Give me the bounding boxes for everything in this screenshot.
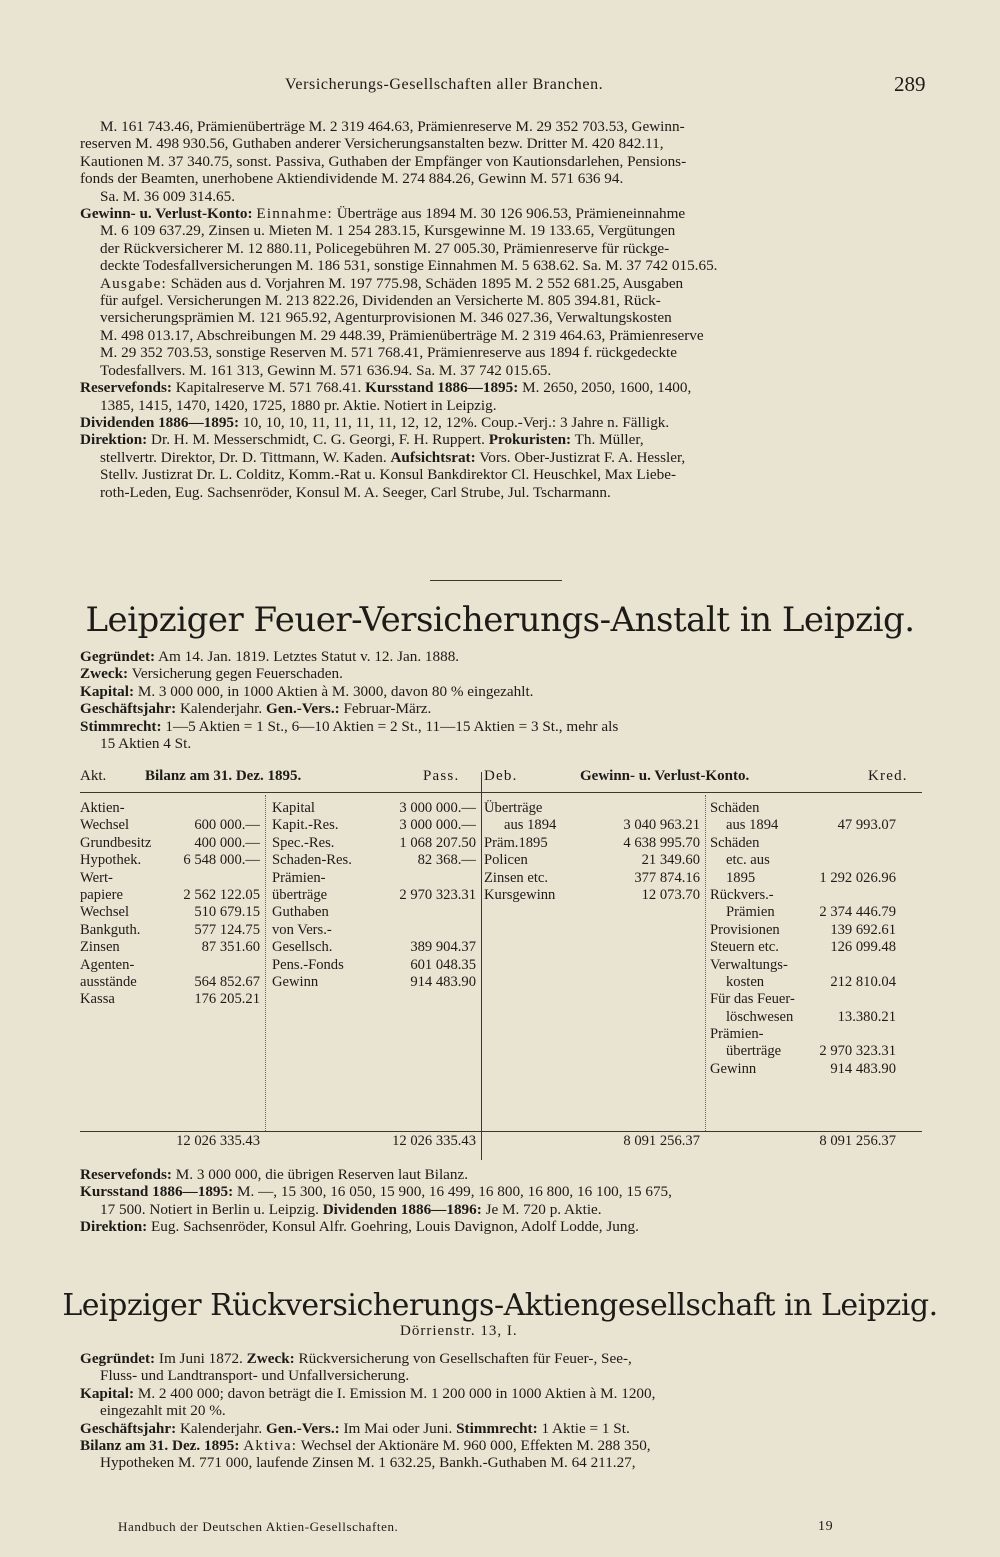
signature-mark: 19 xyxy=(818,1519,834,1534)
liability-row xyxy=(272,974,476,991)
bilanz-line: Hypotheken M. 771 000, laufende Zinsen M. 1 632.25, Bankh.-Guthaben M. 64 211.27, xyxy=(100,1454,636,1472)
credit-value: 212 810.04 xyxy=(830,973,896,990)
liability-label: Guthaben xyxy=(272,904,329,921)
asset-row xyxy=(80,887,260,904)
genvers-text: Im Mai oder Juni. xyxy=(343,1419,453,1437)
aufsichtsrat-text: Vors. Ober-Justizrat F. A. Hessler, xyxy=(479,448,686,466)
gjahr-text: Kalenderjahr. xyxy=(179,1419,263,1437)
direktion-cont: stellvertr. Direktor, Dr. D. Tittmann, W. Kaden. xyxy=(100,448,387,466)
stimmrecht-label: Stimmrecht: xyxy=(456,1419,538,1437)
kapital-text: M. 3 000 000, in 1000 Aktien à M. 3000, davon 80 % eingezahlt. xyxy=(137,682,534,700)
asset-value: 577 124.75 xyxy=(194,921,260,938)
credit-label: 1895 xyxy=(726,869,756,886)
liability-row xyxy=(272,870,476,887)
debit-row xyxy=(484,817,700,834)
gjahr-line xyxy=(80,700,925,717)
gjahr-label: Geschäftsjahr: xyxy=(80,700,177,718)
liability-row xyxy=(272,887,476,904)
aufsichtsrat-line xyxy=(80,449,925,466)
table-top-rule xyxy=(80,792,922,793)
liability-value: 1 068 207.50 xyxy=(399,834,476,851)
liability-label: Pens.-Fonds xyxy=(272,956,344,973)
prokuristen-text: Th. Müller, xyxy=(574,431,644,449)
liability-label: Gewinn xyxy=(272,973,319,990)
liability-row xyxy=(272,922,476,939)
credit-label: Gewinn xyxy=(710,1060,757,1077)
asset-row xyxy=(80,957,260,974)
intro-line: Kautionen M. 37 340.75, sonst. Passiva, Guthaben der Empfänger von Kautionsdarlehen, Pensions- xyxy=(80,152,687,170)
kursstand-label: Kursstand 1886—1895: xyxy=(365,379,519,397)
footer-text: Handbuch der Deutschen Aktien-Gesellschaften. xyxy=(118,1519,399,1534)
credit-label: Prämien xyxy=(726,904,775,921)
liability-label: Kapit.-Res. xyxy=(272,817,339,834)
reservefonds-line xyxy=(80,379,925,396)
section-divider xyxy=(430,580,562,581)
kapital-line: eingezahlt mit 20 %. xyxy=(100,1402,226,1420)
gegruendet-label: Gegründet: xyxy=(80,1350,156,1367)
asset-value: 564 852.67 xyxy=(194,973,260,990)
credit-row xyxy=(710,991,896,1008)
debit-row xyxy=(484,852,700,869)
credit-label: Verwaltungs- xyxy=(710,956,788,973)
asset-label: Wert- xyxy=(80,869,113,886)
liability-label: Kapital xyxy=(272,800,315,816)
credit-value: 2 970 323.31 xyxy=(819,1043,896,1060)
ausgabe-text: Schäden aus d. Vorjahren M. 197 775.98, Schäden 1895 M. 2 552 681.25, Ausgaben xyxy=(170,274,684,292)
liability-row xyxy=(272,852,476,869)
aufsichtsrat-label: Aufsichtsrat: xyxy=(390,448,476,466)
genvers-text: Februar-März. xyxy=(343,700,432,718)
debit-label: Policen xyxy=(484,852,528,869)
section1-tail xyxy=(80,1166,925,1236)
credit-label: löschwesen xyxy=(726,1008,794,1025)
dividenden-label: Dividenden 1886—1896: xyxy=(322,1200,482,1218)
debit-value: 3 040 963.21 xyxy=(623,817,700,834)
debit-value: 4 638 995.70 xyxy=(623,834,700,851)
debit-row xyxy=(484,887,700,904)
liability-label: von Vers.- xyxy=(272,921,332,938)
ausgabe-line: für aufgel. Versicherungen M. 213 822.26, Dividenden an Versicherte M. 805 394.81, Rück- xyxy=(100,292,661,310)
direktion-label: Direktion: xyxy=(80,431,148,449)
liability-row xyxy=(272,817,476,834)
asset-row xyxy=(80,817,260,834)
kapital-line xyxy=(80,683,925,700)
asset-label: Wechsel xyxy=(80,904,130,921)
einnahme-text: Überträge aus 1894 M. 30 126 906.53, Prämieneinnahme xyxy=(336,205,686,223)
ausgabe-line xyxy=(80,275,925,292)
credit-row xyxy=(710,800,896,817)
liability-label: Prämien- xyxy=(272,869,326,886)
asset-value: 87 351.60 xyxy=(201,939,260,956)
bilanz-col-divider xyxy=(265,795,266,1131)
guv-title: Gewinn- u. Verlust-Konto. xyxy=(580,768,750,784)
genvers-label: Gen.-Vers.: xyxy=(266,1419,340,1437)
kursstand-line: 1385, 1415, 1470, 1420, 1725, 1880 pr. Aktie. Notiert in Leipzig. xyxy=(100,396,497,414)
gegruendet-line xyxy=(80,648,925,665)
aufsichtsrat-line: Stellv. Justizrat Dr. L. Colditz, Komm.-Rat u. Konsul Bankdirektor Cl. Heuschkel, Max Liebe- xyxy=(100,466,677,484)
credit-row xyxy=(710,870,896,887)
credit-row xyxy=(710,922,896,939)
reservefonds-label: Reservefonds: xyxy=(80,379,172,397)
liability-label: Schaden-Res. xyxy=(272,852,352,869)
bilanz-text: Wechsel der Aktionäre M. 960 000, Effekten M. 288 350, xyxy=(300,1437,651,1455)
credit-row xyxy=(710,1009,896,1026)
ausgabe-line: M. 29 352 703.53, sonstige Reserven M. 571 768.41, Prämienreserve aus 1894 f. rückgedeckte xyxy=(100,344,678,362)
liability-row xyxy=(272,800,476,817)
zweck-label: Zweck: xyxy=(246,1350,295,1367)
kursstand-label: Kursstand 1886—1895: xyxy=(80,1183,234,1201)
asset-label: ausstände xyxy=(80,973,137,990)
guv-col-divider xyxy=(705,795,706,1131)
einnahme-line: deckte Todesfallversicherungen M. 186 531, sonstige Einnahmen M. 5 638.62. Sa. M. 37 742 015.65. xyxy=(100,257,718,275)
kapital-line xyxy=(80,1385,925,1402)
guv-paragraph xyxy=(80,205,925,222)
asset-row xyxy=(80,991,260,1008)
liability-row xyxy=(272,904,476,921)
gegruendet-label: Gegründet: xyxy=(80,648,156,665)
asset-label: Kassa xyxy=(80,991,115,1008)
bilanz-label: Bilanz am 31. Dez. 1895: xyxy=(80,1437,240,1455)
bilanz-title: Bilanz am 31. Dez. 1895. xyxy=(145,768,302,784)
asset-row xyxy=(80,974,260,991)
stimmrecht-line: 15 Aktien 4 St. xyxy=(100,735,192,753)
credit-row xyxy=(710,1061,896,1078)
debit-value: 377 874.16 xyxy=(634,869,700,886)
asset-row xyxy=(80,904,260,921)
aufsichtsrat-line: roth-Leden, Eug. Sachsenröder, Konsul M. A. Seeger, Carl Strube, Jul. Tscharmann. xyxy=(100,483,611,501)
liability-value: 389 904.37 xyxy=(410,939,476,956)
aktiva-label: Aktiva: xyxy=(243,1437,298,1455)
credit-row xyxy=(710,1043,896,1060)
asset-row xyxy=(80,800,260,817)
asset-row xyxy=(80,835,260,852)
direktion-line xyxy=(80,1218,925,1235)
credit-row xyxy=(710,904,896,921)
credit-row xyxy=(710,852,896,869)
liability-label: Spec.-Res. xyxy=(272,834,335,851)
bilanz-pass-label: Pass. xyxy=(423,768,460,784)
asset-value: 6 548 000.— xyxy=(183,852,260,869)
credit-row xyxy=(710,939,896,956)
intro-line: fonds der Beamten, unerhobene Aktiendividende M. 274 884.26, Gewinn M. 571 636 94. xyxy=(80,170,624,188)
einnahme-label: Einnahme: xyxy=(256,205,333,223)
reservefonds-label: Reservefonds: xyxy=(80,1166,172,1183)
debit-label: Zinsen etc. xyxy=(484,869,549,886)
genvers-label: Gen.-Vers.: xyxy=(266,700,340,718)
prokuristen-label: Prokuristen: xyxy=(488,431,572,449)
intro-line: M. 161 743.46, Prämienüberträge M. 2 319 464.63, Prämienreserve M. 29 352 703.53, Gewinn- xyxy=(100,118,685,135)
debit-row xyxy=(484,800,700,817)
credit-row xyxy=(710,817,896,834)
kursstand-line xyxy=(80,1183,925,1200)
credit-value: 126 099.48 xyxy=(830,939,896,956)
intro-block xyxy=(80,118,925,501)
dividenden-line xyxy=(80,414,925,431)
zweck-line xyxy=(80,665,925,682)
asset-row xyxy=(80,870,260,887)
guv-total-debit: 8 091 256.37 xyxy=(623,1133,700,1149)
liability-value: 3 000 000.— xyxy=(399,817,476,834)
ausgabe-line: M. 498 013.17, Abschreibungen M. 29 448.39, Prämienüberträge M. 2 319 464.63, Prämienreserve xyxy=(100,326,704,344)
credit-value: 139 692.61 xyxy=(830,921,896,938)
asset-value: 400 000.— xyxy=(194,834,260,851)
table-bottom-rule xyxy=(80,1131,922,1132)
page-number: 289 xyxy=(894,72,926,96)
section1-title: Leipziger Feuer-Versicherungs-Anstalt in Leipzig. xyxy=(85,600,915,640)
gjahr-text: Kalenderjahr. xyxy=(179,700,263,718)
liability-row xyxy=(272,939,476,956)
einnahme-line: der Rückversicherer M. 12 880.11, Policegebühren M. 27 005.30, Prämienreserve für rückge- xyxy=(100,239,670,257)
asset-row xyxy=(80,922,260,939)
asset-value: 510 679.15 xyxy=(194,904,260,921)
guv-total-credit: 8 091 256.37 xyxy=(819,1133,896,1149)
credit-label: aus 1894 xyxy=(726,817,779,834)
intro-line: Sa. M. 36 009 314.65. xyxy=(100,187,236,205)
liability-value: 914 483.90 xyxy=(410,973,476,990)
credit-row xyxy=(710,957,896,974)
guv-deb-label: Deb. xyxy=(484,768,518,784)
dividenden-text: 10, 10, 10, 11, 11, 11, 11, 12, 12, 12%. Coup.-Verj.: 3 Jahre n. Fälligk. xyxy=(242,413,670,431)
debit-label: Präm.1895 xyxy=(484,834,548,851)
guv-kred-label: Kred. xyxy=(868,768,908,784)
reservefonds-line xyxy=(80,1166,925,1183)
ausgabe-line: versicherungsprämien M. 121 965.92, Agenturprovisionen M. 346 027.36, Verwaltungskosten xyxy=(100,309,672,327)
running-title: Versicherungs-Gesellschaften aller Branchen. xyxy=(285,76,604,93)
direktion-text: Dr. H. M. Messerschmidt, C. G. Georgi, F. H. Ruppert. xyxy=(151,431,485,449)
debit-label: aus 1894 xyxy=(504,817,557,834)
guv-label: Gewinn- u. Verlust-Konto: xyxy=(80,205,253,223)
asset-label: Hypothek. xyxy=(80,852,142,869)
asset-label: papiere xyxy=(80,886,123,903)
credit-value: 1 292 026.96 xyxy=(819,869,896,886)
table-divider xyxy=(481,772,482,1160)
liability-value: 601 048.35 xyxy=(410,956,476,973)
direktion-line xyxy=(80,431,925,448)
kapital-text: M. 2 400 000; davon beträgt die I. Emission M. 1 200 000 in 1000 Aktien à M. 1200, xyxy=(137,1384,656,1402)
guv-credit xyxy=(710,800,896,1078)
section2-address: Dörrienstr. 13, I. xyxy=(400,1323,518,1339)
credit-label: überträge xyxy=(726,1043,782,1060)
gjahr-line xyxy=(80,1420,925,1437)
reservefonds-text: M. 3 000 000, die übrigen Reserven laut Bilanz. xyxy=(175,1166,469,1183)
running-head xyxy=(0,72,1000,100)
asset-row xyxy=(80,939,260,956)
liability-row xyxy=(272,957,476,974)
direktion-label: Direktion: xyxy=(80,1218,148,1236)
bilanz-line xyxy=(80,1437,925,1454)
zweck-text: Rückversicherung von Gesellschaften für Feuer-, See-, xyxy=(298,1350,632,1367)
bilanz-liabilities xyxy=(272,800,476,991)
bilanz-total-assets: 12 026 335.43 xyxy=(176,1133,260,1149)
credit-value: 47 993.07 xyxy=(837,817,896,834)
asset-label: Wechsel xyxy=(80,817,130,834)
liability-value: 2 970 323.31 xyxy=(399,886,476,903)
kursstand-cont: 17 500. Notiert in Berlin u. Leipzig. xyxy=(100,1200,319,1218)
credit-label: Rückvers.- xyxy=(710,886,774,903)
gegruendet-text: Im Juni 1872. xyxy=(158,1350,243,1367)
bilanz-akt-label: Akt. xyxy=(80,768,107,784)
debit-label: Kursgewinn xyxy=(484,886,556,903)
credit-label: kosten xyxy=(726,973,765,990)
liability-label: Gesellsch. xyxy=(272,939,333,956)
asset-row xyxy=(80,852,260,869)
asset-value: 600 000.— xyxy=(194,817,260,834)
debit-row xyxy=(484,870,700,887)
kapital-label: Kapital: xyxy=(80,682,135,700)
asset-value: 2 562 122.05 xyxy=(183,886,260,903)
section1-facts xyxy=(80,648,925,752)
credit-row xyxy=(710,1026,896,1043)
asset-label: Bankguth. xyxy=(80,921,141,938)
zweck-text: Versicherung gegen Feuerschaden. xyxy=(131,665,343,683)
credit-row xyxy=(710,887,896,904)
credit-label: Provisionen xyxy=(710,921,780,938)
direktion-text: Eug. Sachsenröder, Konsul Alfr. Goehring, Louis Davignon, Adolf Lodde, Jung. xyxy=(151,1218,639,1236)
dividenden-text: Je M. 720 p. Aktie. xyxy=(485,1200,602,1218)
kursstand-text: M. 2650, 2050, 1600, 1400, xyxy=(522,379,692,397)
asset-label: Grundbesitz xyxy=(80,834,152,851)
liability-value: 3 000 000.— xyxy=(399,800,476,816)
intro-line: reserven M. 498 930.56, Guthaben anderer Versicherungsanstalten bezw. Dritter M. 420 842.11, xyxy=(80,135,664,153)
credit-label: Für das Feuer- xyxy=(710,991,795,1008)
ausgabe-label: Ausgabe: xyxy=(100,274,167,292)
credit-label: Steuern etc. xyxy=(710,939,779,956)
credit-row xyxy=(710,974,896,991)
credit-label: Schäden xyxy=(710,800,760,816)
gegruendet-line xyxy=(80,1350,925,1367)
credit-value: 2 374 446.79 xyxy=(819,904,896,921)
debit-row xyxy=(484,835,700,852)
section2-title: Leipziger Rückversicherungs-Aktiengesellschaft in Leipzig. xyxy=(62,1288,938,1323)
debit-value: 21 349.60 xyxy=(641,852,700,869)
bilanz-assets xyxy=(80,800,260,1009)
asset-label: Agenten- xyxy=(80,956,135,973)
asset-label: Aktien- xyxy=(80,800,125,816)
credit-value: 914 483.90 xyxy=(830,1060,896,1077)
debit-label: Überträge xyxy=(484,800,543,816)
reservefonds-text: Kapitalreserve M. 571 768.41. xyxy=(175,379,362,397)
asset-value: 176 205.21 xyxy=(194,991,260,1008)
guv-debit xyxy=(484,800,700,904)
liability-value: 82 368.— xyxy=(417,852,476,869)
stimmrecht-label: Stimmrecht: xyxy=(80,717,162,735)
einnahme-line: M. 6 109 637.29, Zinsen u. Mieten M. 1 254 283.15, Kursgewinne M. 19 133.65, Vergütungen xyxy=(100,222,676,240)
credit-row xyxy=(710,835,896,852)
credit-label: Prämien- xyxy=(710,1026,764,1043)
asset-label: Zinsen xyxy=(80,939,120,956)
debit-value: 12 073.70 xyxy=(641,886,700,903)
credit-label: etc. aus xyxy=(726,852,770,869)
stimmrecht-line xyxy=(80,718,925,735)
kursstand-line xyxy=(80,1201,925,1218)
section2-facts xyxy=(80,1350,925,1472)
liability-row xyxy=(272,835,476,852)
stimmrecht-text: 1—5 Aktien = 1 St., 6—10 Aktien = 2 St., 11—15 Aktien = 3 St., mehr als xyxy=(165,717,619,735)
dividenden-label: Dividenden 1886—1895: xyxy=(80,413,240,431)
kapital-label: Kapital: xyxy=(80,1384,135,1402)
zweck-line: Fluss- und Landtransport- und Unfallversicherung. xyxy=(100,1367,410,1385)
credit-label: Schäden xyxy=(710,834,760,851)
ausgabe-line: Todesfallvers. M. 161 313, Gewinn M. 571 636.94. Sa. M. 37 742 015.65. xyxy=(100,361,552,379)
bilanz-total-liabilities: 12 026 335.43 xyxy=(392,1133,476,1149)
gegruendet-text: Am 14. Jan. 1819. Letztes Statut v. 12. Jan. 1888. xyxy=(158,648,460,665)
stimmrecht-text: 1 Aktie = 1 St. xyxy=(541,1419,630,1437)
credit-value: 13.380.21 xyxy=(837,1008,896,1025)
kursstand-text: M. —, 15 300, 16 050, 15 900, 16 499, 16 800, 16 800, 16 100, 15 675, xyxy=(236,1183,672,1201)
liability-label: überträge xyxy=(272,886,328,903)
gjahr-label: Geschäftsjahr: xyxy=(80,1419,177,1437)
zweck-label: Zweck: xyxy=(80,665,129,683)
